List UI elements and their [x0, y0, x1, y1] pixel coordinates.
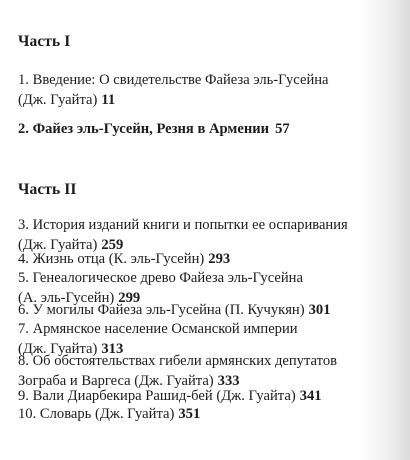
toc-entry-page-number: 293 [208, 251, 231, 267]
toc-entry-title: 6. У могилы Файеза эль-Гусейна (П. Кучукян) [18, 302, 305, 318]
toc-entry-4[interactable] [18, 249, 388, 269]
part-1-heading: Часть I [18, 33, 71, 50]
toc-entry-title: 5. Генеалогическое древо Файеза эль-Гусейна [18, 270, 303, 286]
toc-entry-title: 4. Жизнь отца (К. эль-Гусейн) [18, 251, 205, 267]
toc-entry-author: (Дж. Гуайта) [18, 237, 98, 253]
toc-entry-title: 3. История изданий книги и попытки ее оспаривания [18, 217, 348, 233]
toc-entry-author: Зограба и Варгеса (Дж. Гуайта) [18, 373, 214, 389]
toc-entry-title: 10. Словарь (Дж. Гуайта) [18, 406, 175, 422]
toc-entry-title: 8. Об обстоятельствах гибели армянских депутатов [18, 353, 338, 369]
toc-entry-page-number: 333 [217, 373, 240, 389]
toc-entry-9[interactable] [18, 386, 388, 406]
toc-entry-title: 7. Армянское население Османской империи [18, 321, 298, 337]
toc-entry-10[interactable] [18, 404, 388, 424]
part-2-heading: Часть II [18, 181, 77, 198]
toc-entry-title: 9. Вали Диарбекира Рашид-бей (Дж. Гуайта) [18, 388, 296, 404]
toc-entry-author: (А. эль-Гусейн) [18, 290, 115, 306]
toc-entry-page-number: 341 [299, 388, 322, 404]
toc-entry-page-number: 259 [101, 237, 124, 253]
toc-entry-title: 2. Файез эль-Гусейн, Резня в Армении [18, 121, 270, 137]
toc-entry-2[interactable] [18, 119, 388, 139]
toc-entry-page-number: 301 [308, 302, 331, 318]
toc-entry-1[interactable] [18, 70, 388, 110]
toc-entry-page-number: 11 [101, 92, 116, 108]
toc-entry-author: (Дж. Гуайта) [18, 341, 98, 357]
toc-entry-8[interactable] [18, 351, 388, 391]
toc-entry-author: (Дж. Гуайта) [18, 92, 98, 108]
toc-entry-page-number: 351 [178, 406, 201, 422]
toc-entry-title: 1. Введение: О свидетельстве Файеза эль-Гусейна [18, 72, 329, 88]
toc-entry-page-number: 313 [101, 341, 124, 357]
toc-entry-6[interactable] [18, 300, 388, 320]
toc-entry-page-number: 299 [118, 290, 141, 306]
toc-entry-page-number: 57 [275, 121, 290, 137]
